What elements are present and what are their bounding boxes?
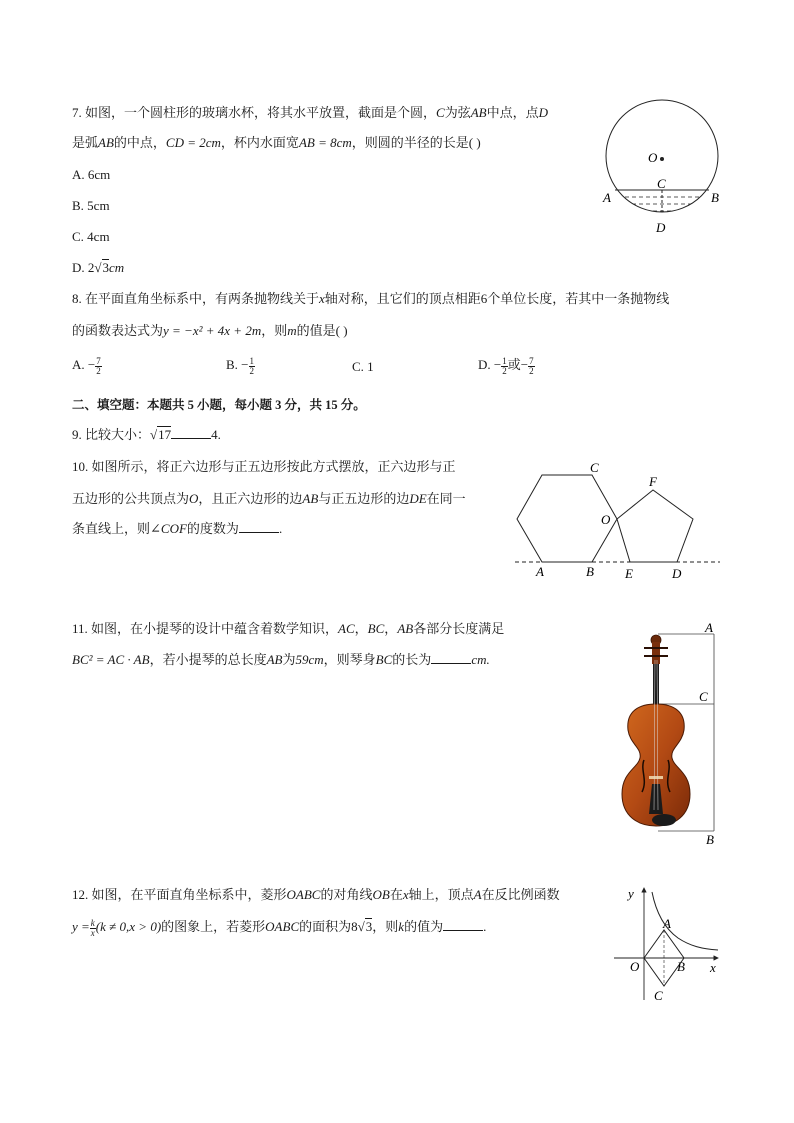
q12-y-eq: y = — [72, 919, 90, 934]
q7-optd-prefix: D. 2 — [72, 260, 95, 275]
section-2-desc: 本题共 5 小题，每小题 3 分，共 15 分。 — [147, 398, 366, 412]
q9-suffix: 4. — [211, 427, 221, 442]
q7-var-c: C — [436, 105, 445, 120]
q12-label-c: C — [654, 988, 663, 1003]
section-2-label: 二、填空题： — [72, 398, 148, 412]
q8-option-b[interactable] — [226, 356, 255, 376]
q7-line1 — [72, 104, 548, 122]
q7-cd-eq: CD = 2cm — [165, 135, 221, 150]
frac-num: k — [90, 917, 95, 928]
q10-text: 五边形的公共顶点为 — [72, 491, 190, 506]
q12-text: 的值为 — [404, 919, 444, 934]
q12-label-o: O — [630, 959, 640, 974]
q10-label-c: C — [590, 460, 599, 475]
q12-text: 12. 如图，在平面直角坐标系中，菱形 — [72, 887, 287, 902]
q7-label-o: O — [648, 150, 658, 165]
q7-text: 7. 如图，一个圆柱形的玻璃水杯，将其水平放置，截面是个圆， — [72, 105, 437, 120]
q7-var-d: D — [538, 105, 548, 120]
q8-optb-label: B. − — [226, 357, 249, 372]
q9-answer-blank[interactable] — [171, 426, 211, 439]
q7-text: ，杯内水面宽 — [220, 135, 299, 150]
fraction — [249, 357, 256, 376]
q11-eq: BC² = AC · AB — [72, 652, 150, 667]
q11-label-a: A — [705, 620, 713, 635]
q12-var-k: k — [398, 919, 405, 934]
q8-var-x: x — [319, 291, 325, 306]
q10-text: 与正五边形的边 — [318, 491, 410, 506]
q7-label-d: D — [656, 220, 666, 235]
q10-label-e: E — [625, 566, 633, 581]
q11-var-bc: BC — [367, 621, 385, 636]
violin-chinrest — [652, 814, 676, 826]
frac-num: 7 — [529, 355, 534, 366]
frac-den: x — [90, 927, 95, 938]
q12-answer-blank[interactable] — [443, 918, 483, 931]
q7-text: 是弧 — [72, 135, 99, 150]
frac-num: 7 — [96, 355, 101, 366]
q7-option-b[interactable]: B. 5cm — [72, 198, 110, 213]
q10-angle: ∠COF — [150, 521, 187, 536]
q10-text: ，且正六边形的边 — [198, 491, 303, 506]
q10-answer-blank[interactable] — [239, 520, 279, 533]
q12-text: 的面积为8 — [299, 919, 358, 934]
q12-var-x: x — [402, 887, 409, 902]
q10-polygon-figure — [505, 458, 725, 583]
q7-circle-figure — [598, 96, 728, 236]
q10-label-b: B — [586, 564, 594, 579]
q11-len: 59cm — [295, 652, 324, 667]
q8-optd-mid: 或− — [507, 357, 529, 372]
q8-text: 的值是( ) — [296, 323, 348, 338]
q8-option-c[interactable]: C. 1 — [352, 359, 374, 374]
q8-line1 — [72, 290, 669, 308]
q7-label-b: B — [711, 190, 719, 205]
q8-option-a[interactable] — [72, 356, 102, 376]
q11-text: 的长为 — [392, 652, 432, 667]
q10-label-d: D — [672, 566, 682, 581]
q8-text: 轴对称，且它们的顶点相距6个单位长度，若其中一条抛物线 — [324, 291, 670, 306]
q11-text: 各部分长度满足 — [413, 621, 505, 636]
q12-var-oabc: OABC — [286, 887, 321, 902]
sqrt-icon: √ — [357, 919, 365, 934]
q12-hyperbola — [652, 892, 718, 950]
q12-rhombus-figure — [610, 882, 730, 1007]
q12-end: . — [483, 919, 487, 934]
frac-den: 2 — [502, 365, 507, 376]
sqrt-icon: √ — [94, 260, 102, 275]
q11-text: 为 — [282, 652, 296, 667]
q10-line1: 10. 如图所示，将正六边形与正五边形按此方式摆放，正六边形与正 — [72, 459, 456, 474]
q7-text: 中点，点 — [486, 105, 539, 120]
q12-var-a: A — [473, 887, 482, 902]
q7-optd-unit: cm — [109, 260, 125, 275]
q11-var-ac: AC — [338, 621, 355, 636]
q10-text: 在同一 — [426, 491, 466, 506]
q7-option-d[interactable] — [72, 259, 124, 277]
sqrt-icon: √ — [150, 427, 158, 442]
q7-ab-eq: AB = 8cm — [298, 135, 352, 150]
fraction — [95, 357, 102, 376]
q7-text: 为弦 — [444, 105, 471, 120]
q12-text: 的对角线 — [320, 887, 373, 902]
q10-var-de: DE — [409, 491, 427, 506]
q11-violin-figure — [608, 620, 726, 845]
q12-text: 在 — [389, 887, 403, 902]
q10-var-ab: AB — [302, 491, 319, 506]
q7-line2 — [72, 134, 481, 152]
section-2-heading — [72, 396, 366, 414]
q7-option-c[interactable]: C. 4cm — [72, 229, 110, 244]
q11-line2 — [72, 651, 490, 669]
q8-expr: y = −x² + 4x + 2m — [163, 323, 262, 338]
q10-line2 — [72, 490, 466, 508]
q12-text: 轴上，顶点 — [408, 887, 474, 902]
q10-pentagon — [617, 490, 693, 562]
q8-opta-label: A. − — [72, 357, 96, 372]
q8-option-d[interactable] — [478, 356, 535, 376]
frac-num: 1 — [249, 355, 255, 366]
fraction — [528, 357, 535, 376]
q12-var-ob: OB — [372, 887, 390, 902]
q10-text: 的度数为 — [186, 521, 239, 536]
q11-text: ，则琴身 — [323, 652, 376, 667]
q11-unit: cm. — [471, 652, 490, 667]
frac-num: 1 — [502, 355, 507, 366]
q7-label-c: C — [657, 176, 666, 191]
q12-line1 — [72, 886, 560, 904]
q10-label-f: F — [649, 474, 657, 489]
q11-label-c: C — [699, 689, 708, 704]
q12-text: ，则 — [372, 919, 399, 934]
q12-text: 的图象上，若菱形 — [161, 919, 266, 934]
q12-label-x: x — [710, 960, 716, 975]
q11-label-b: B — [706, 832, 714, 845]
q8-text: 8. 在平面直角坐标系中，有两条抛物线关于 — [72, 291, 320, 306]
q10-end: . — [278, 521, 283, 536]
q7-optd-rad: 3 — [102, 260, 110, 275]
q7-center-dot — [660, 157, 664, 161]
violin-bridge — [649, 776, 663, 779]
frac-den: 2 — [529, 365, 534, 376]
q11-answer-blank[interactable] — [431, 651, 471, 664]
q12-text: 在反比例函数 — [481, 887, 560, 902]
q11-var-bc: BC — [375, 652, 393, 667]
q11-line1: 11. 如图，在小提琴的设计中蕴含着数学知识，AC，BC，AB各部分长度满足 — [72, 621, 505, 636]
q10-var-o: O — [189, 491, 199, 506]
q7-var-ab: AB — [98, 135, 114, 150]
q10-text: 条直线上，则 — [72, 521, 151, 536]
q8-var-m: m — [287, 323, 297, 338]
q8-text: ，则 — [261, 323, 288, 338]
q10-label-a: A — [536, 564, 544, 579]
q7-text: ，则圆的半径的长是( ) — [351, 135, 481, 150]
q10-label-o: O — [601, 512, 611, 527]
q12-label-a: A — [663, 916, 671, 931]
q11-var-ab: AB — [266, 652, 283, 667]
q11-text: ，若小提琴的总长度 — [149, 652, 267, 667]
q12-label-b: B — [677, 959, 685, 974]
q12-label-y: y — [628, 886, 634, 901]
q9-line — [72, 426, 221, 444]
q7-option-a[interactable]: A. 6cm — [72, 167, 111, 182]
frac-den: 2 — [249, 365, 255, 376]
q11-var-ab: AB — [397, 621, 414, 636]
q9-rad: 17 — [158, 427, 172, 442]
q12-cond: (k ≠ 0,x > 0) — [95, 919, 162, 934]
q12-var-oabc: OABC — [265, 919, 300, 934]
frac-den: 2 — [96, 365, 101, 376]
q7-label-a: A — [603, 190, 611, 205]
q8-line2 — [72, 322, 348, 340]
q8-optd-label: D. − — [478, 357, 502, 372]
q11-text: 11. 如图，在小提琴的设计中蕴含着数学知识， — [72, 621, 339, 636]
q12-rad: 3 — [365, 919, 373, 934]
q7-var-ab: AB — [470, 105, 487, 120]
q7-text: 的中点， — [113, 135, 166, 150]
violin-pegbox — [652, 642, 660, 664]
q10-line3 — [72, 520, 282, 538]
q9-text: 9. 比较大小： — [72, 427, 151, 442]
q8-text: 的函数表达式为 — [72, 323, 164, 338]
q12-line2 — [72, 918, 486, 938]
q7-water-lines — [618, 197, 706, 211]
